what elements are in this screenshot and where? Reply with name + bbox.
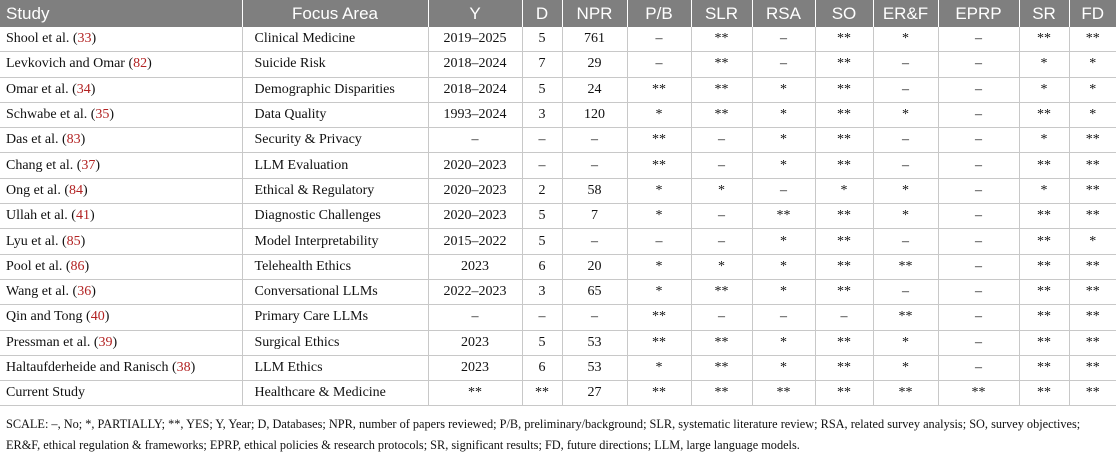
table-cell: 2023: [428, 254, 522, 279]
study-author: Schwabe et al. (: [6, 107, 96, 123]
focus-area-cell: Security & Privacy: [242, 128, 428, 153]
table-cell: 2018–2024: [428, 77, 522, 102]
table-cell: **: [938, 381, 1019, 406]
table-cell: **: [1019, 102, 1069, 127]
study-cell: [0, 305, 242, 330]
table-cell: –: [522, 128, 562, 153]
table-cell: 6: [522, 254, 562, 279]
table-cell: **: [428, 381, 522, 406]
table-cell: 7: [522, 52, 562, 77]
table-cell: **: [815, 279, 873, 304]
focus-area-cell: Data Quality: [242, 102, 428, 127]
table-row: [0, 305, 1116, 330]
focus-area-cell: LLM Ethics: [242, 355, 428, 380]
focus-area-cell: Healthcare & Medicine: [242, 381, 428, 406]
table-cell: **: [815, 153, 873, 178]
table-cell: **: [627, 305, 691, 330]
study-close-paren: ): [90, 81, 96, 97]
table-row: [0, 381, 1116, 406]
table-cell: –: [815, 305, 873, 330]
study-author: Omar et al. (: [6, 81, 77, 97]
study-close-paren: ): [95, 157, 101, 173]
table-cell: *: [752, 330, 815, 355]
col-header-erf: ER&F: [873, 0, 938, 27]
table-cell: *: [627, 254, 691, 279]
table-cell: 2015–2022: [428, 229, 522, 254]
table-cell: –: [873, 52, 938, 77]
table-cell: 3: [522, 102, 562, 127]
table-cell: –: [522, 153, 562, 178]
table-cell: *: [627, 102, 691, 127]
table-cell: **: [815, 102, 873, 127]
study-cell: [0, 330, 242, 355]
table-cell: **: [815, 355, 873, 380]
table-cell: **: [1069, 254, 1116, 279]
study-close-paren: ): [80, 233, 86, 249]
table-cell: –: [691, 204, 752, 229]
col-header-study: Study: [0, 0, 242, 27]
reference-link[interactable]: 38: [176, 360, 191, 375]
col-header-rsa: RSA: [752, 0, 815, 27]
table-cell: 2019–2025: [428, 27, 522, 52]
study-cell: [0, 204, 242, 229]
table-cell: **: [1069, 279, 1116, 304]
table-cell: –: [938, 355, 1019, 380]
table-cell: 5: [522, 77, 562, 102]
table-cell: **: [1069, 330, 1116, 355]
table-cell: 53: [562, 355, 627, 380]
table-cell: *: [1019, 52, 1069, 77]
table-cell: 2023: [428, 330, 522, 355]
col-header-so: SO: [815, 0, 873, 27]
table-cell: 2020–2023: [428, 153, 522, 178]
table-cell: *: [752, 77, 815, 102]
table-cell: **: [691, 77, 752, 102]
table-cell: –: [627, 52, 691, 77]
table-row: [0, 102, 1116, 127]
table-cell: –: [562, 153, 627, 178]
focus-area-cell: Telehealth Ethics: [242, 254, 428, 279]
table-cell: –: [691, 153, 752, 178]
table-cell: 3: [522, 279, 562, 304]
table-cell: –: [938, 77, 1019, 102]
table-cell: *: [752, 153, 815, 178]
table-cell: *: [873, 330, 938, 355]
table-cell: **: [752, 204, 815, 229]
table-row: [0, 204, 1116, 229]
table-row: [0, 153, 1116, 178]
study-close-paren: ): [109, 107, 115, 123]
table-cell: *: [752, 102, 815, 127]
study-cell: [0, 381, 242, 406]
table-cell: –: [752, 305, 815, 330]
table-cell: –: [938, 204, 1019, 229]
table-cell: **: [752, 381, 815, 406]
table-cell: *: [873, 178, 938, 203]
reference-link[interactable]: 33: [77, 31, 92, 47]
focus-area-cell: Model Interpretability: [242, 229, 428, 254]
table-cell: **: [627, 77, 691, 102]
table-cell: –: [873, 153, 938, 178]
table-cell: –: [938, 279, 1019, 304]
reference-link[interactable]: 85: [66, 233, 81, 249]
table-cell: 53: [562, 330, 627, 355]
table-cell: –: [938, 102, 1019, 127]
table-cell: **: [1019, 305, 1069, 330]
study-cell: [0, 102, 242, 127]
reference-link[interactable]: 40: [90, 309, 105, 325]
table-cell: **: [873, 254, 938, 279]
table-cell: **: [691, 381, 752, 406]
col-header-sr: SR: [1019, 0, 1069, 27]
table-cell: **: [1019, 204, 1069, 229]
table-cell: –: [938, 178, 1019, 203]
focus-area-cell: Suicide Risk: [242, 52, 428, 77]
table-cell: **: [1069, 153, 1116, 178]
table-cell: –: [562, 229, 627, 254]
table-cell: **: [1019, 254, 1069, 279]
col-header-eprp: EPRP: [938, 0, 1019, 27]
table-cell: –: [938, 305, 1019, 330]
table-row: [0, 330, 1116, 355]
table-cell: *: [1019, 178, 1069, 203]
table-cell: **: [1019, 355, 1069, 380]
reference-link[interactable]: 36: [77, 284, 92, 300]
study-cell: [0, 52, 242, 77]
reference-link[interactable]: 83: [66, 132, 81, 148]
table-cell: –: [562, 128, 627, 153]
table-cell: *: [627, 204, 691, 229]
study-close-paren: ): [147, 56, 152, 72]
study-cell: [0, 178, 242, 203]
table-cell: **: [522, 381, 562, 406]
table-row: [0, 52, 1116, 77]
reference-link[interactable]: 34: [76, 81, 91, 97]
table-cell: *: [691, 254, 752, 279]
table-cell: *: [873, 204, 938, 229]
table-cell: 58: [562, 178, 627, 203]
reference-link[interactable]: 35: [95, 107, 110, 123]
study-cell: [0, 229, 242, 254]
table-cell: –: [873, 77, 938, 102]
table-cell: 5: [522, 27, 562, 52]
table-cell: **: [873, 381, 938, 406]
table-cell: **: [627, 153, 691, 178]
table-cell: *: [627, 355, 691, 380]
table-cell: –: [938, 128, 1019, 153]
study-author: Shool et al. (: [6, 31, 78, 47]
table-cell: –: [428, 128, 522, 153]
table-cell: **: [1069, 204, 1116, 229]
table-cell: **: [691, 330, 752, 355]
study-author: Pressman et al. (: [6, 334, 99, 350]
table-body: [0, 27, 1116, 406]
study-author: Das et al. (: [6, 132, 67, 148]
table-cell: –: [938, 254, 1019, 279]
table-row: [0, 128, 1116, 153]
table-cell: –: [428, 305, 522, 330]
col-header-databases: D: [522, 0, 562, 27]
table-cell: –: [627, 229, 691, 254]
study-author: Pool et al. (: [6, 258, 71, 274]
col-header-fd: FD: [1069, 0, 1116, 27]
table-cell: –: [873, 279, 938, 304]
table-cell: 2: [522, 178, 562, 203]
table-cell: 1993–2024: [428, 102, 522, 127]
table-cell: –: [627, 27, 691, 52]
table-cell: *: [873, 355, 938, 380]
header-row: [0, 0, 1116, 27]
table-cell: *: [752, 229, 815, 254]
table-cell: **: [1069, 27, 1116, 52]
table-cell: **: [815, 77, 873, 102]
table-cell: *: [1069, 229, 1116, 254]
table-cell: **: [815, 27, 873, 52]
table-cell: **: [1019, 153, 1069, 178]
study-author: Ong et al. (: [6, 182, 69, 198]
table-cell: –: [938, 330, 1019, 355]
table-cell: *: [627, 178, 691, 203]
reference-link[interactable]: 84: [68, 182, 83, 198]
table-row: [0, 355, 1116, 380]
table-cell: **: [815, 204, 873, 229]
table-cell: **: [1019, 229, 1069, 254]
study-close-paren: ): [89, 208, 95, 224]
focus-area-cell: Surgical Ethics: [242, 330, 428, 355]
table-cell: 6: [522, 355, 562, 380]
table-cell: 20: [562, 254, 627, 279]
reference-link[interactable]: 41: [75, 208, 90, 224]
table-cell: **: [815, 330, 873, 355]
focus-area-cell: LLM Evaluation: [242, 153, 428, 178]
table-cell: 2023: [428, 355, 522, 380]
study-author: Levkovich and Omar (: [6, 56, 134, 72]
table-row: [0, 254, 1116, 279]
table-cell: *: [752, 128, 815, 153]
table-cell: *: [1069, 52, 1116, 77]
table-cell: *: [752, 254, 815, 279]
table-cell: *: [815, 178, 873, 203]
table-row: [0, 229, 1116, 254]
table-cell: *: [873, 27, 938, 52]
table-cell: –: [691, 229, 752, 254]
focus-area-cell: Conversational LLMs: [242, 279, 428, 304]
table-cell: 2020–2023: [428, 178, 522, 203]
table-cell: **: [815, 254, 873, 279]
table-cell: **: [1019, 381, 1069, 406]
table-cell: *: [1019, 77, 1069, 102]
table-cell: **: [1069, 178, 1116, 203]
table-cell: –: [938, 27, 1019, 52]
table-cell: –: [691, 305, 752, 330]
table-cell: 24: [562, 77, 627, 102]
study-close-paren: ): [91, 284, 96, 300]
table-cell: 65: [562, 279, 627, 304]
table-cell: *: [752, 355, 815, 380]
study-author: Lyu et al. (: [6, 233, 67, 249]
table-cell: **: [815, 52, 873, 77]
study-close-paren: ): [104, 309, 110, 325]
table-cell: **: [1069, 305, 1116, 330]
col-header-year: Y: [428, 0, 522, 27]
study-cell: [0, 279, 242, 304]
table-cell: *: [691, 178, 752, 203]
table-cell: **: [627, 381, 691, 406]
table-cell: –: [752, 27, 815, 52]
table-cell: **: [1069, 381, 1116, 406]
table-cell: 2020–2023: [428, 204, 522, 229]
study-close-paren: ): [80, 132, 86, 148]
study-author: Qin and Tong (: [6, 309, 91, 325]
study-author: Current Study: [6, 385, 85, 401]
table-cell: **: [1019, 27, 1069, 52]
study-cell: [0, 27, 242, 52]
table-cell: –: [522, 305, 562, 330]
study-close-paren: ): [82, 182, 88, 198]
table-cell: –: [562, 305, 627, 330]
table-cell: –: [873, 128, 938, 153]
study-cell: [0, 128, 242, 153]
table-cell: 5: [522, 330, 562, 355]
table-cell: 2018–2024: [428, 52, 522, 77]
focus-area-cell: Ethical & Regulatory: [242, 178, 428, 203]
table-cell: **: [691, 52, 752, 77]
table-cell: **: [1019, 279, 1069, 304]
focus-area-cell: Clinical Medicine: [242, 27, 428, 52]
table-cell: **: [815, 128, 873, 153]
table-cell: 5: [522, 229, 562, 254]
table-cell: **: [815, 381, 873, 406]
table-cell: *: [873, 102, 938, 127]
table-cell: 761: [562, 27, 627, 52]
table-cell: *: [1019, 128, 1069, 153]
study-cell: [0, 153, 242, 178]
reference-link[interactable]: 37: [81, 157, 96, 173]
study-cell: [0, 355, 242, 380]
table-row: [0, 178, 1116, 203]
table-cell: –: [873, 229, 938, 254]
table-cell: –: [938, 153, 1019, 178]
table-cell: **: [627, 330, 691, 355]
table-cell: **: [815, 229, 873, 254]
focus-area-cell: Primary Care LLMs: [242, 305, 428, 330]
reference-link[interactable]: 86: [70, 258, 85, 274]
table-cell: –: [938, 229, 1019, 254]
table-cell: **: [1069, 355, 1116, 380]
focus-area-cell: Diagnostic Challenges: [242, 204, 428, 229]
col-header-slr: SLR: [691, 0, 752, 27]
table-cell: *: [1069, 102, 1116, 127]
table-cell: **: [691, 279, 752, 304]
table-cell: 27: [562, 381, 627, 406]
table-footnote: SCALE: –, No; *, PARTIALLY; **, YES; Y, Year; D, Databases; NPR, number of papers reviewed; P/B, preliminary/background; SLR, systematic literature review; RSA, related survey analysis; SO, survey objectives; ER&F, ethical regulation & frameworks; EPRP, ethical policies & research protocols; SR, significant results; FD, future directions; LLM, large language models.: [6, 417, 1081, 452]
table-cell: 120: [562, 102, 627, 127]
study-author: Wang et al. (: [6, 284, 78, 300]
table-cell: **: [691, 355, 752, 380]
table-cell: –: [938, 52, 1019, 77]
reference-link[interactable]: 82: [133, 56, 148, 72]
table-cell: **: [691, 102, 752, 127]
table-cell: *: [627, 279, 691, 304]
study-author: Ullah et al. (: [6, 208, 76, 224]
table-cell: **: [691, 27, 752, 52]
col-header-focus-area: Focus Area: [242, 0, 428, 27]
table-cell: **: [1069, 128, 1116, 153]
table-row: [0, 27, 1116, 52]
col-header-pb: P/B: [627, 0, 691, 27]
study-close-paren: ): [112, 334, 118, 350]
reference-link[interactable]: 39: [98, 334, 113, 350]
table-cell: *: [1069, 77, 1116, 102]
table-cell: 5: [522, 204, 562, 229]
study-close-paren: ): [91, 31, 97, 47]
table-cell: **: [873, 305, 938, 330]
study-author: Haltaufderheide and Ranisch (: [6, 360, 177, 375]
study-cell: [0, 77, 242, 102]
table-cell: –: [752, 52, 815, 77]
table-cell: –: [752, 178, 815, 203]
table-cell: –: [691, 128, 752, 153]
table-cell: 29: [562, 52, 627, 77]
study-author: Chang et al. (: [6, 157, 82, 173]
table-row: [0, 279, 1116, 304]
table-row: [0, 77, 1116, 102]
table-cell: 2022–2023: [428, 279, 522, 304]
table-cell: **: [627, 128, 691, 153]
study-close-paren: ): [190, 360, 196, 375]
focus-area-cell: Demographic Disparities: [242, 77, 428, 102]
study-close-paren: ): [84, 258, 90, 274]
col-header-npr: NPR: [562, 0, 627, 27]
table-cell: *: [752, 279, 815, 304]
table-cell: 7: [562, 204, 627, 229]
table-cell: **: [1019, 330, 1069, 355]
study-cell: [0, 254, 242, 279]
